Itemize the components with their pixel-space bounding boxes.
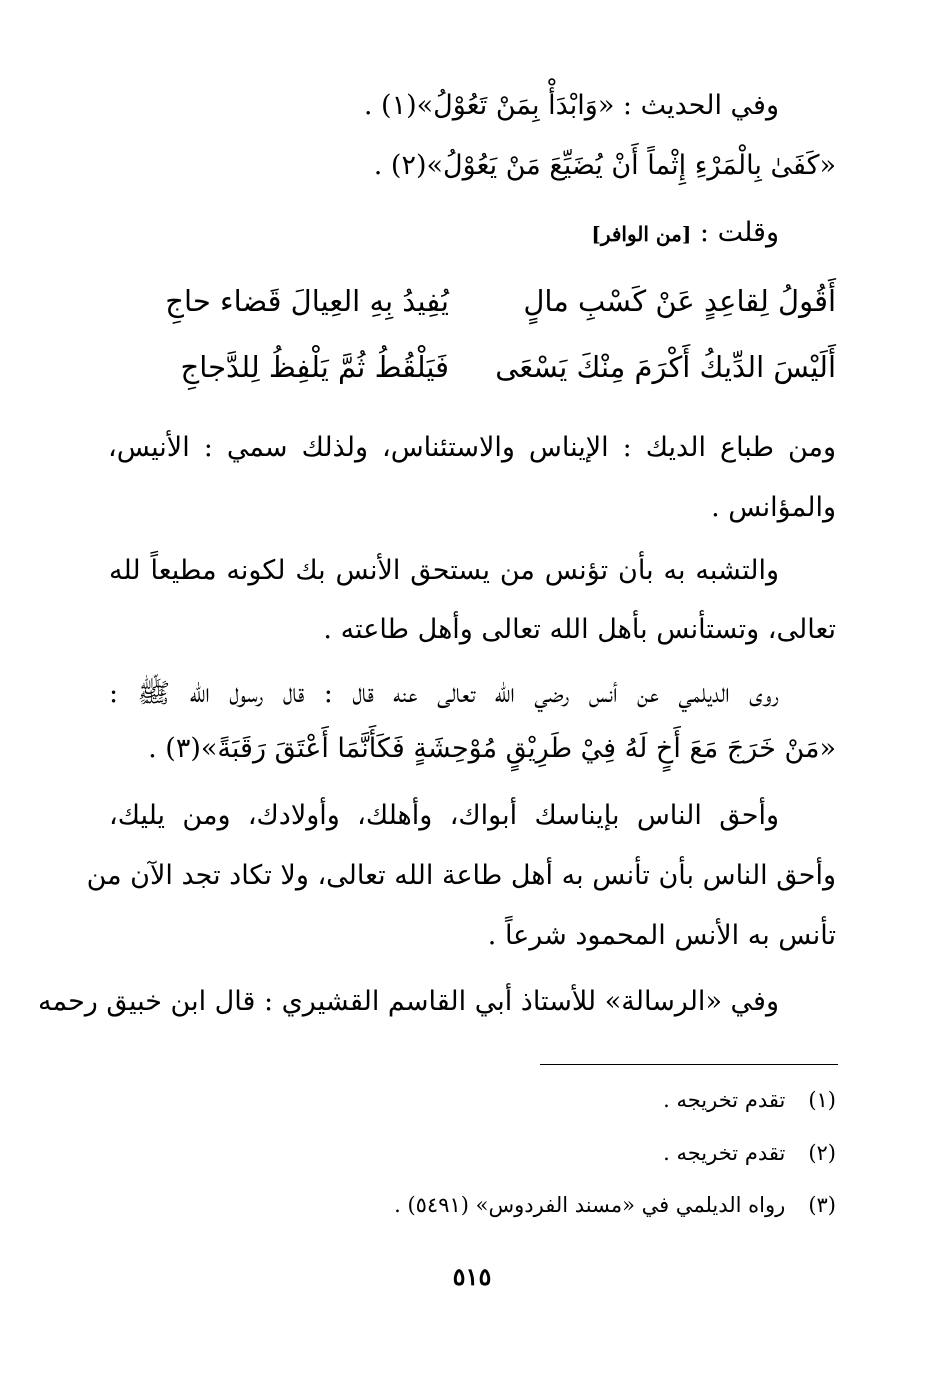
paragraph-1-line-2: والمؤانس .: [711, 492, 836, 523]
verse-intro-text: وقلت :: [691, 217, 779, 248]
footnote-3-number: (٣): [808, 1193, 836, 1217]
hadith-line-1: وفي الحديث : «وَابْدَأْ بِمَنْ تَعُوْلُ»(١) .: [363, 90, 779, 121]
paragraph-5-line-1: وفي «الرسالة» للأستاذ أبي القاسم القشيري : قال ابن خبيق رحمه: [38, 986, 779, 1017]
paragraph-2-line-1: والتشبه به بأن تؤنس من يستحق الأنس بك لكونه مطيعاً لله: [109, 555, 779, 586]
paragraph-2-line-2: تعالى، وتستأنس بأهل الله تعالى وأهل طاعته .: [323, 614, 836, 645]
paragraph-1-line-1: ومن طباع الديك : الإيناس والاستئناس، ولذلك سمي : الأنيس،: [108, 432, 836, 463]
footnote-2-number: (٢): [808, 1141, 836, 1165]
verse-intro: [591, 217, 779, 249]
poem-verse-2-right: أَلَيْسَ الدِّيكُ أَكْرَمَ مِنْكَ يَسْعَى: [495, 350, 836, 384]
footnote-2: [663, 1141, 836, 1166]
paragraph-4-line-2: وأحق الناس بأن تأنس به أهل طاعة الله تعالى، ولا تكاد تجد الآن من: [86, 860, 836, 891]
paragraph-4-line-3: تأنس به الأنس المحمود شرعاً .: [487, 920, 836, 951]
footnote-2-text: تقدم تخريجه .: [663, 1141, 786, 1165]
hadith-line-2: «كَفَىٰ بِالْمَرْءِ إِثْماً أَنْ يُضَيِّعَ مَنْ يَعُوْلُ»(٢) .: [373, 150, 836, 181]
footnote-1-number: (١): [808, 1088, 836, 1112]
paragraph-3-line-1: روى الديلمي عن أنس رضي الله تعالى عنه قال : قال رسول الله ﷺ :: [109, 678, 779, 709]
paragraph-3-line-2: «مَنْ خَرَجَ مَعَ أَخٍ لَهُ فِيْ طَرِيْقٍ مُوْحِشَةٍ فَكَأَنَّمَا أَعْتَقَ رَقَبَةً»(٣) .: [148, 733, 836, 764]
footnote-3: [394, 1193, 836, 1218]
footnote-3-text: رواه الديلمي في «مسند الفردوس» (٥٤٩١) .: [394, 1193, 786, 1217]
meter-label: [من الوافر]: [591, 222, 692, 246]
footnote-1: [663, 1088, 836, 1113]
poem-verse-1-left: يُفِيدُ بِهِ العِيالَ قَضاء حاجِ: [165, 284, 449, 318]
footnote-separator: [540, 1064, 838, 1065]
footnote-1-text: تقدم تخريجه .: [663, 1088, 786, 1112]
page-number: ٥١٥: [452, 1262, 492, 1291]
poem-verse-2-left: فَيَلْقُطُ ثُمَّ يَلْفِظُ لِلدَّجاجِ: [180, 350, 449, 384]
paragraph-4-line-1: وأحق الناس بإيناسك أبواك، وأهلك، وأولادك، ومن يليك،: [109, 800, 779, 831]
poem-verse-1-right: أَقُولُ لِقاعِدٍ عَنْ كَسْبِ مالٍ: [523, 284, 836, 318]
